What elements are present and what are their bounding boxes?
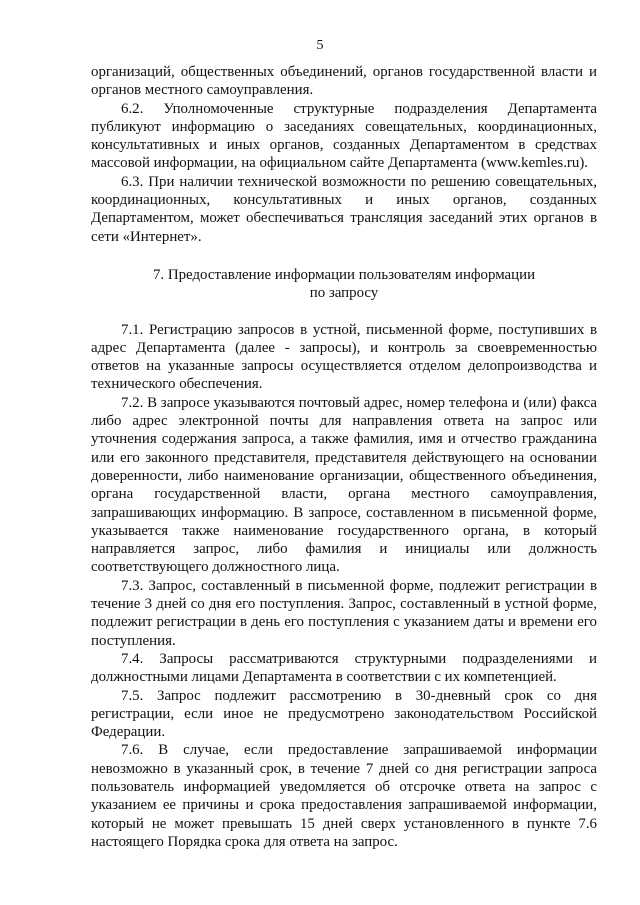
paragraph-7-2: 7.2. В запросе указываются почтовый адрес, номер телефона и (или) факса либо адрес электронной почты для направления ответа на запрос или уточнения содержания запроса, а также фамилия, имя и отчество гражданина или его законного представителя, представителя действующего на основании доверенности, либо наименование организации, общественного объединения, органа государственной власти, органа местного самоуправления, запрашивающих информацию. В запросе, составленном в письменной форме, указывается также наименование государственного органа, в который направляется запрос, либо фамилия и инициалы или должность соответствующего должностного лица. [91,394,597,576]
paragraph-6-3: 6.3. При наличии технической возможности по решению совещательных, координационных, консультативных и иных органов, созданных Департаментом, может обеспечиваться трансляция заседаний этих органов в сети «Интернет». [91,173,597,245]
page-number: 5 [316,38,324,53]
section-heading [91,266,597,303]
paragraph-7-3: 7.3. Запрос, составленный в письменной форме, подлежит регистрации в течение 3 дней со дня его поступления. Запрос, составленный в устной форме, подлежит регистрации в день его поступления с указанием даты и времени его поступления. [91,577,597,649]
paragraph-7-5: 7.5. Запрос подлежит рассмотрению в 30-дневный срок со дня регистрации, если иное не предусмотрено законодательством Российской Федерации. [91,687,597,741]
section-heading-line1: 7. Предоставление информации пользователям информации [152,266,536,283]
paragraph-7-6: 7.6. В случае, если предоставление запрашиваемой информации невозможно в указанный срок, в течение 7 дней со дня регистрации запроса пользователь информацией уведомляется об отсрочке ответа на запрос с указанием ее причины и срока предоставления запрашиваемой информации, который не может превышать 15 дней сверх установленного в пункте 7.6 настоящего Порядка срока для ответа на запрос. [91,742,597,850]
paragraph-7-4: 7.4. Запросы рассматриваются структурными подразделениями и должностными лицами Департамента в соответствии с их компетенцией. [91,650,597,686]
document-body [91,63,597,851]
paragraph-continuation: организаций, общественных объединений, органов государственной власти и органов местного самоуправления. [91,64,597,99]
section-heading-line2: по запросу [309,285,379,302]
paragraph-7-1: 7.1. Регистрацию запросов в устной, письменной форме, поступивших в адрес Департамента (далее - запросы), и контроль за своевременностью ответов на указанные запросы осуществляется отделом делопроизводства и технического обеспечения. [91,321,597,393]
paragraph-6-2: 6.2. Уполномоченные структурные подразделения Департамента публикуют информацию о заседаниях совещательных, координационных, консультативных и иных органов, созданных Департаментом в средствах массовой информации, на официальном сайте Департамента (www.kemles.ru). [91,100,597,172]
